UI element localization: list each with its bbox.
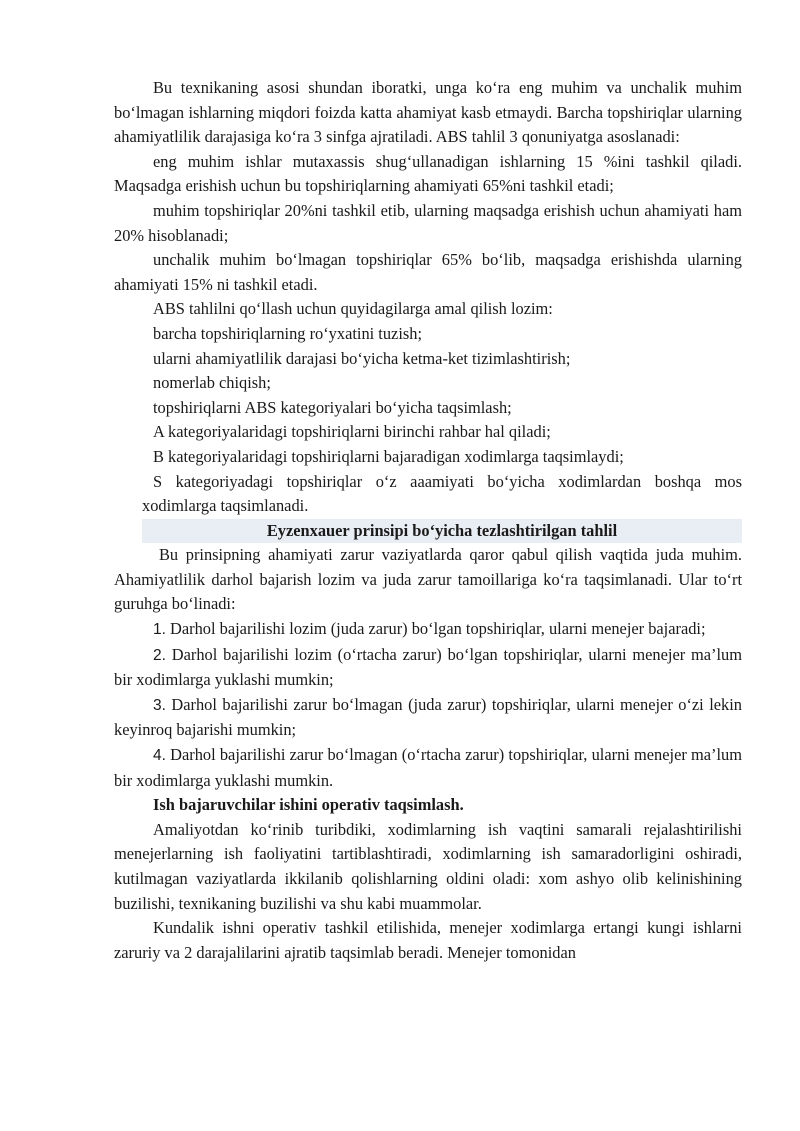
numbered-item [114,617,742,643]
list-item: ularni ahamiyatlilik darajasi bo‘yicha ketma-ket tizimlashtirish; [153,348,571,368]
paragraph-practice: Amaliyotdan ko‘rinib turibdiki, xodimlarning ish vaqtini samarali rejalashtirilishi menejerlarning ish faoliyatini tartiblashtiradi, xodimlarning ish samaradorligini oshiradi, kutilmagan vaziyatlarda ikkilanib qolishlarning oldini oladi: xom ashyo olib kelinishining buzilishi, texnikaning buzilishi va shu kabi muammolar. [114,819,742,913]
paragraph-less-important: unchalik muhim bo‘lmagan topshiriqlar 65% bo‘lib, maqsadga erishishda ularning ahamiyati 15% ni tashkil etadi. [114,250,742,294]
paragraph-abc-steps-intro: ABS tahlilni qo‘llash uchun quyidagilarga amal qilish lozim: [153,299,553,319]
item-number: 1. [153,621,166,639]
list-item: nomerlab chiqish; [153,373,271,393]
item-number: 2. [153,646,166,664]
paragraph-eisenhower-intro: Bu prinsipning ahamiyati zarur vaziyatlarda qaror qabul qilish vaqtida juda muhim. Ahamiyatlilik darhol bajarish lozim va juda zarur tamoillariga ko‘ra taqsimlanadi. Ular to‘rt guruhga bo‘linadi: [114,545,742,614]
item-number: 4. [153,747,166,765]
numbered-item [114,743,742,793]
item-number: 3. [153,696,166,714]
list-item: S kategoriyadagi topshiriqlar o‘z aaamiyati bo‘yicha xodimlardan boshqa mos xodimlarga taqsimlanadi. [142,471,742,516]
item-text: Darhol bajarilishi lozim (juda zarur) bo‘lgan topshiriqlar, ularni menejer bajaradi; [170,619,706,639]
paragraph-important: muhim topshiriqlar 20%ni tashkil etib, ularning maqsadga erishish uchun ahamiyati ham 20% hisoblanadi; [114,200,742,245]
item-text: Darhol bajarilishi zarur bo‘lmagan (o‘rtacha zarur) topshiriqlar, ularni menejer ma’lum bir xodimlarga yuklashi mumkin. [114,745,742,790]
list-item: A kategoriyalaridagi topshiriqlarni birinchi rahbar hal qiladi; [153,422,551,442]
paragraph-most-important: eng muhim ishlar mutaxassis shug‘ullanadigan ishlarning 15 %ini tashkil qiladi. Maqsadga erishish uchun bu topshiriqlarning ahamiyati 65%ni tashkil etadi; [114,151,742,196]
paragraph-daily-work: Kundalik ishni operativ tashkil etilishida, menejer xodimlarga ertangi kungi ishlarni zaruriy va 2 darajalilarini ajratib taqsimlab beradi. Menejer tomonidan [114,918,742,962]
list-item: topshiriqlarni ABS kategoriyalari bo‘yicha taqsimlash; [153,397,512,417]
subsection-heading: Ish bajaruvchilar ishini operativ taqsimlash. [153,795,464,815]
numbered-item [114,643,742,693]
list-item: barcha topshiriqlarning ro‘yxatini tuzish; [153,323,423,343]
section-heading: Eyzenxauer prinsipi bo‘yicha tezlashtirilgan tahlil [142,519,742,544]
paragraph-abc-intro: Bu texnikaning asosi shundan iboratki, unga ko‘ra eng muhim va unchalik muhim bo‘lmagan ishlarning miqdori foizda katta ahamiyat kasb etmaydi. Barcha topshiriqlar ularning ahamiyatlilik darajasiga ko‘ra 3 sinfga ajratiladi. ABS tahlil 3 qonuniyatga asoslanadi: [114,78,742,147]
numbered-item [114,693,742,743]
item-text: Darhol bajarilishi zarur bo‘lmagan (juda zarur) topshiriqlar, ularni menejer o‘zi lekin keyinroq bajarishi mumkin; [114,694,742,740]
item-text: Darhol bajarilishi lozim (o‘rtacha zarur) bo‘lgan topshiriqlar, ularni menejer ma’lum bir xodimlarga yuklashi mumkin; [114,644,742,690]
document-page [114,76,742,965]
list-item: B kategoriyalaridagi topshiriqlarni bajaradigan xodimlarga taqsimlaydi; [153,446,624,466]
